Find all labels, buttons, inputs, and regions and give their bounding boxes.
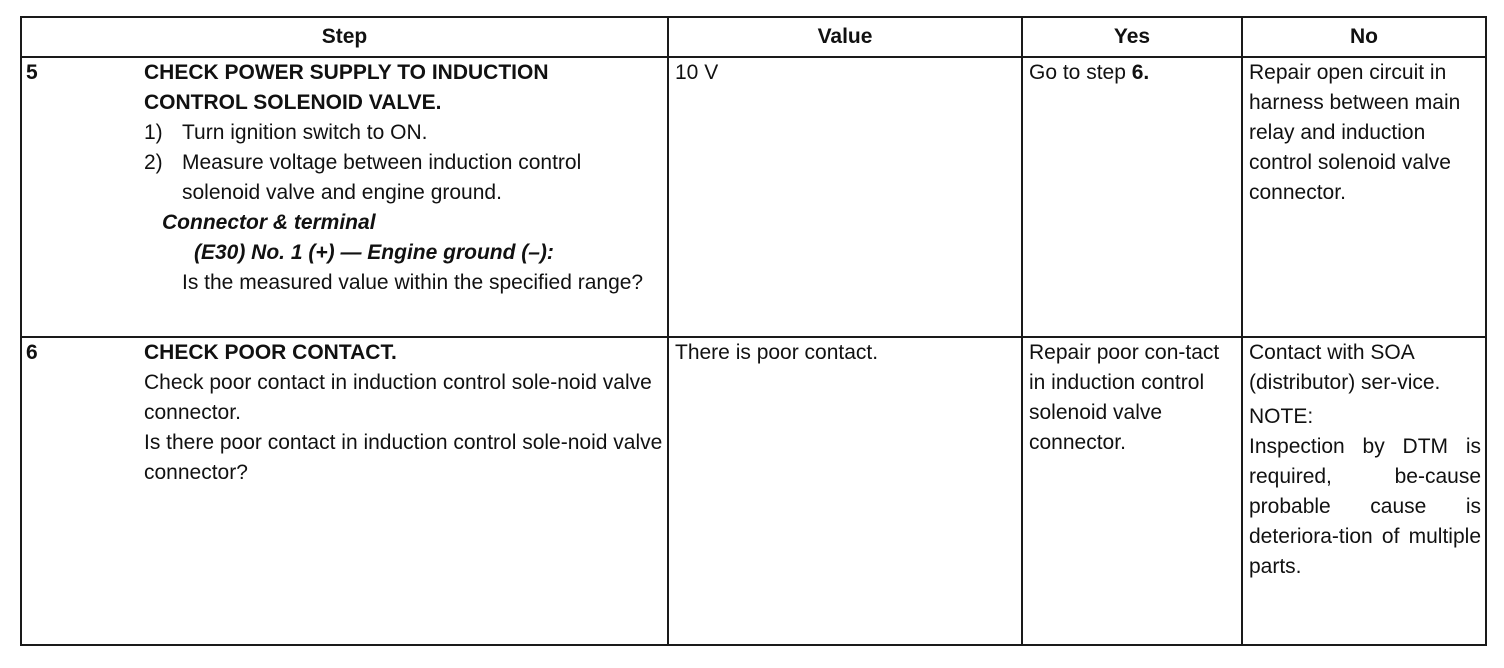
- terminal-spec: (E30) No. 1 (+) — Engine ground (–):: [194, 241, 554, 264]
- step-content: [144, 338, 663, 488]
- diagnostic-procedure-table: [20, 16, 1487, 646]
- connector-label: Connector & terminal: [162, 211, 376, 234]
- table-row: [21, 57, 1486, 337]
- item-number: 2): [144, 151, 163, 174]
- item-number: 1): [144, 121, 163, 144]
- question-text: Is there poor contact in induction control sole-noid valve connector?: [144, 431, 663, 484]
- header-no: No: [1242, 17, 1486, 57]
- header-value: Value: [668, 17, 1022, 57]
- step-cell: [21, 337, 668, 645]
- header-yes: Yes: [1022, 17, 1242, 57]
- step-cell: [21, 57, 668, 337]
- step-title: CONTROL SOLENOID VALVE.: [144, 91, 442, 114]
- step-number: 5: [26, 61, 38, 84]
- question-text: Is the measured value within the specified range?: [182, 271, 644, 294]
- no-cell: Repair open circuit in harness between main relay and induction control solenoid valve connector.: [1242, 57, 1486, 337]
- step-title: CHECK POWER SUPPLY TO INDUCTION: [144, 61, 549, 84]
- value-cell: 10 V: [668, 57, 1022, 337]
- item-text: Turn ignition switch to ON.: [182, 121, 428, 144]
- note-label: NOTE:: [1249, 405, 1314, 428]
- item-text: Measure voltage between induction control solenoid valve and engine ground.: [182, 151, 582, 204]
- step-title: CHECK POOR CONTACT.: [144, 341, 397, 364]
- value-cell: There is poor contact.: [668, 337, 1022, 645]
- table-header-row: [21, 17, 1486, 57]
- list-item: [144, 148, 663, 208]
- yes-step-number: 6.: [1131, 61, 1150, 84]
- step-instruction: Check poor contact in induction control sole-noid valve connector.: [144, 371, 652, 424]
- header-step: Step: [21, 17, 668, 57]
- yes-text: Go to step: [1029, 61, 1132, 84]
- step-content: [144, 58, 663, 298]
- table-row: [21, 337, 1486, 645]
- note-text: Inspection by DTM is required, be-cause probable cause is deteriora-tion of multiple parts.: [1249, 435, 1481, 578]
- no-cell: [1242, 337, 1486, 645]
- no-text: Contact with SOA (distributor) ser-vice.: [1249, 341, 1441, 394]
- list-item: [144, 118, 663, 148]
- yes-cell: Repair poor con-tact in induction control solenoid valve connector.: [1022, 337, 1242, 645]
- yes-cell: [1022, 57, 1242, 337]
- step-number: 6: [26, 341, 38, 364]
